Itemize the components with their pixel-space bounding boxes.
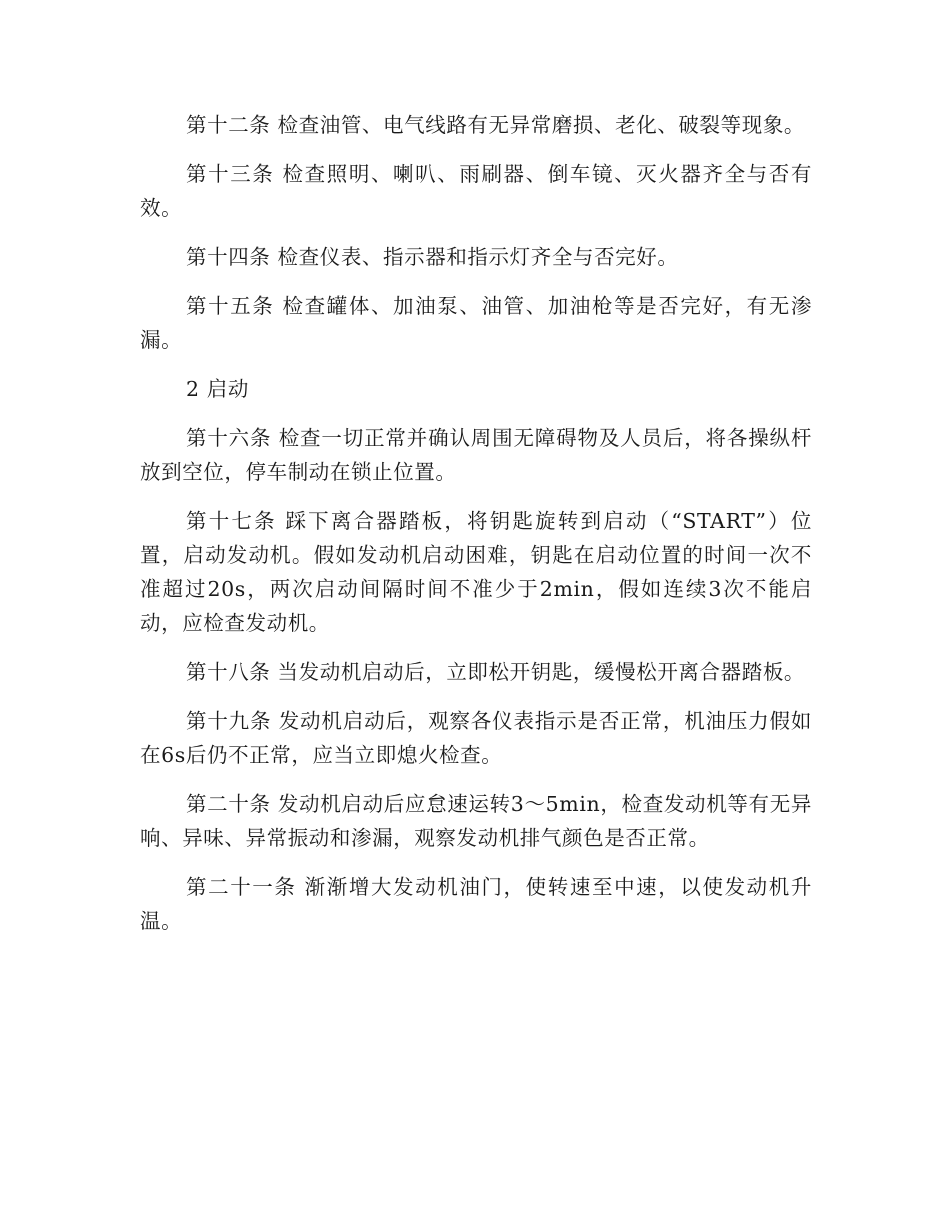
section-heading-startup: 2 启动 [186, 377, 249, 401]
article-18: 第十八条 当发动机启动后，立即松开钥匙，缓慢松开离合器踏板。 [186, 660, 806, 684]
article-13: 第十三条 检查照明、喇叭、雨刷器、倒车镜、灭火器齐全与否有效。 [140, 162, 812, 220]
article-15: 第十五条 检查罐体、加油泵、油管、加油枪等是否完好，有无渗漏。 [140, 294, 812, 352]
article-20: 第二十条 发动机启动后应怠速运转3～5min，检查发动机等有无异响、异味、异常振动和渗漏，观察发动机排气颜色是否正常。 [140, 792, 812, 850]
article-12: 第十二条 检查油管、电气线路有无异常磨损、老化、破裂等现象。 [186, 113, 806, 137]
article-16: 第十六条 检查一切正常并确认周围无障碍物及人员后，将各操纵杆放到空位，停车制动在锁止位置。 [140, 426, 812, 484]
document-body [140, 108, 812, 953]
article-14: 第十四条 检查仪表、指示器和指示灯齐全与否完好。 [186, 245, 679, 269]
article-17: 第十七条 踩下离合器踏板，将钥匙旋转到启动（“START”）位置，启动发动机。假如发动机启动困难，钥匙在启动位置的时间一次不准超过20s，两次启动间隔时间不准少于2min，假如连续3次不能启动，应检查发动机。 [140, 509, 812, 635]
article-19: 第十九条 发动机启动后，观察各仪表指示是否正常，机油压力假如在6s后仍不正常，应当立即熄火检查。 [140, 709, 812, 767]
article-21: 第二十一条 渐渐增大发动机油门，使转速至中速，以使发动机升温。 [140, 875, 812, 933]
